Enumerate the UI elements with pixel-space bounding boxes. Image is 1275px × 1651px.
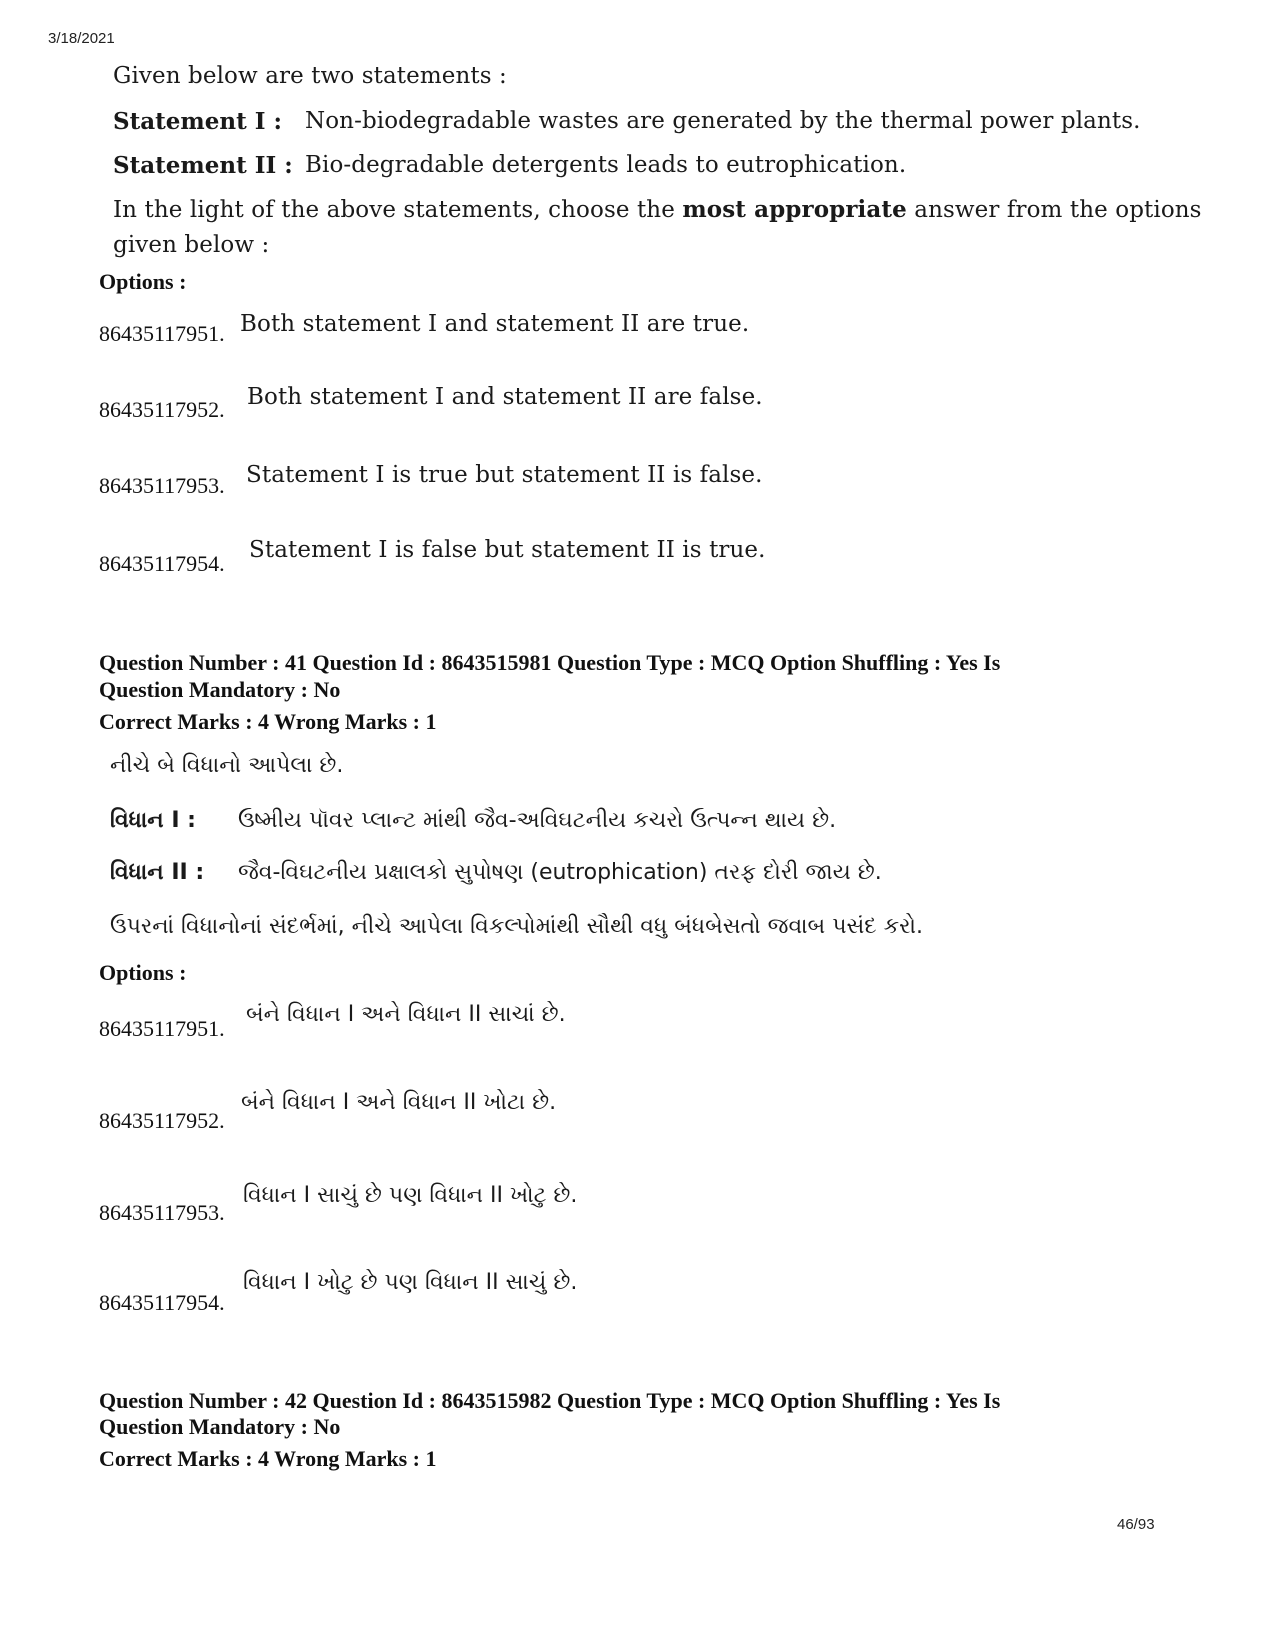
option-text: વિધાન I ખોટુ છે પણ વિધાન II સાચું છે. [243,1270,578,1295]
print-date: 3/18/2021 [48,30,115,47]
option-text: વિધાન I સાચું છે પણ વિધાન II ખોટુ છે. [243,1183,578,1208]
option-id: 86435117951. [99,321,225,346]
question-marks: Correct Marks : 4 Wrong Marks : 1 [99,709,437,734]
instruction-text: ઉપરનાં વિધાનોનાં સંદર્ભમાં, નીચે આપેલા વિકલ્પોમાંથી સૌથી વધુ બંધબેસતો જવાબ પસંદ કરો. [110,914,923,939]
instruction-emphasis: most appropriate [682,196,907,223]
option-id: 86435117951. [99,1016,225,1041]
option-text: Statement I is true but statement II is false. [246,462,763,488]
option-text: Both statement I and statement II are false. [247,384,763,410]
question-intro: નીચે બે વિધાનો આપેલા છે. [110,753,344,778]
question-meta-line-1: Question Number : 42 Question Id : 8643515982 Question Type : MCQ Option Shuffling : Yes Is [99,1388,1001,1413]
option-text: Both statement I and statement II are true. [240,311,750,337]
options-label: Options : [99,960,187,985]
statement-2-label: Statement II : [113,152,293,179]
statement-1-text: Non-biodegradable wastes are generated by the thermal power plants. [305,108,1141,134]
question-meta-line-2: Question Mandatory : No [99,677,341,702]
option-id: 86435117954. [99,551,225,576]
option-text: બંને વિધાન I અને વિધાન II ખોટા છે. [241,1090,557,1115]
question-marks: Correct Marks : 4 Wrong Marks : 1 [99,1446,437,1471]
instruction-line-1 [113,196,1202,223]
option-text: Statement I is false but statement II is true. [249,537,766,563]
instruction-line-2: given below : [113,232,270,258]
option-id: 86435117952. [99,397,225,422]
statement-1-label: વિધાન I : [110,808,196,833]
statement-2-label: વિધાન II : [110,860,205,885]
option-id: 86435117953. [99,1200,225,1225]
statement-2-text: જૈવ-વિઘટનીય પ્રક્ષાલકો સુપોષણ (eutrophication) તરફ દોરી જાય છે. [238,860,882,885]
question-meta-line-1: Question Number : 41 Question Id : 8643515981 Question Type : MCQ Option Shuffling : Yes Is [99,650,1001,675]
option-id: 86435117953. [99,473,225,498]
option-id: 86435117952. [99,1108,225,1133]
options-label: Options : [99,269,187,294]
instruction-part-a: In the light of the above statements, choose the [113,197,675,223]
statement-1-text: ઉષ્મીય પૉવર પ્લાન્ટ માંથી જૈવ-અવિઘટનીય કચરો ઉત્પન્ન થાય છે. [238,808,837,833]
question-meta-line-2: Question Mandatory : No [99,1414,341,1439]
option-text: બંને વિધાન I અને વિધાન II સાચાં છે. [246,1002,566,1027]
instruction-part-b: answer from the options [914,197,1202,223]
question-intro: Given below are two statements : [113,63,507,89]
statement-2-text: Bio-degradable detergents leads to eutrophication. [305,152,907,178]
option-id: 86435117954. [99,1290,225,1315]
page-number: 46/93 [1117,1516,1155,1533]
statement-1-label: Statement I : [113,108,282,135]
